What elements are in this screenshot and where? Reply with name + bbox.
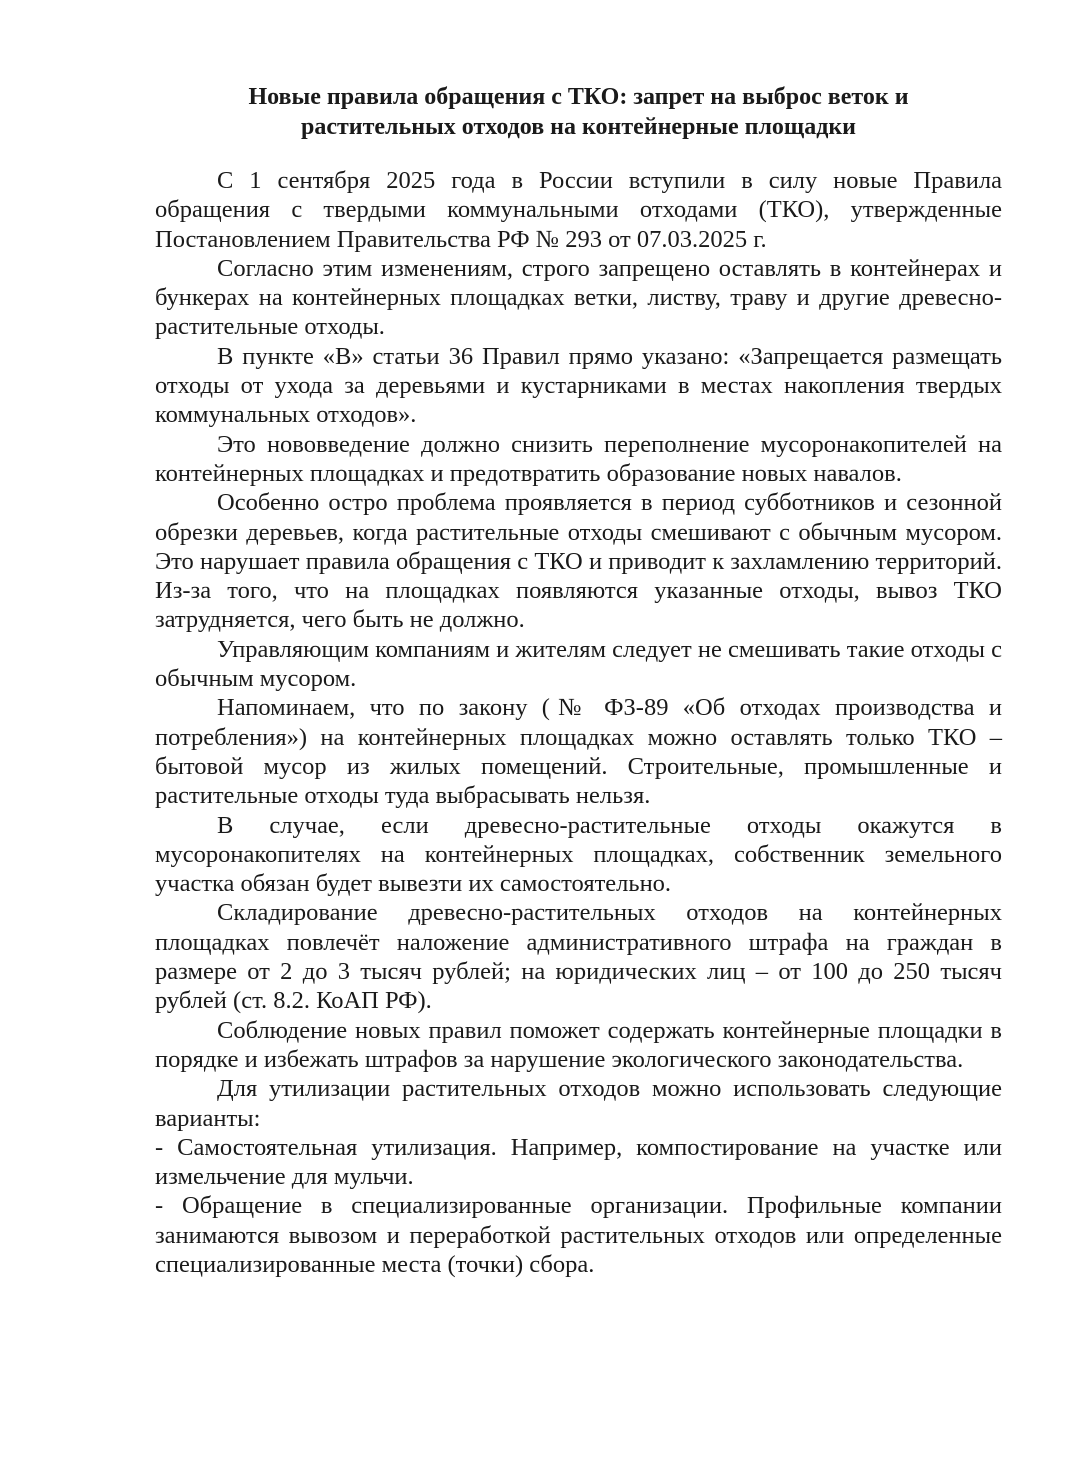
paragraph-recommendation: Управляющим компаниям и жителям следует не смешивать такие отходы с обычным мусором. — [155, 635, 1003, 693]
document-title — [155, 82, 1002, 142]
title-line-1: Новые правила обращения с ТКО: запрет на выброс веток и — [248, 84, 909, 110]
paragraph-disposal-options: Для утилизации растительных отходов можно использовать следующие варианты: — [155, 1075, 1002, 1132]
paragraph-effective-date: С 1 сентября 2025 года в России вступили в силу новые Правила обращения с твердыми коммунальными отходами (ТКО), утвержденные Постановлением Правительства РФ № 293 от 07.03.2025 г. — [155, 167, 1002, 253]
title-line-2: растительных отходов на контейнерные площадки — [301, 114, 856, 140]
paragraph-problem: Особенно остро проблема проявляется в период субботников и сезонной обрезки деревьев, когда растительные отходы смешивают с обычным мусором. Это нарушает правила обращения с ТКО и приводит к захламлению территорий. Из-за того, что на площадках появляются указанные отходы, вывоз ТКО затрудняется, чего быть не должно. — [155, 489, 1002, 634]
document-page — [155, 82, 1002, 1279]
document-body — [155, 166, 1002, 1279]
paragraph-law-reminder: Напоминаем, что по закону (№ ФЗ-89 «Об отходах производства и потребления») на контейнерных площадках можно оставлять только ТКО – бытовой мусор из жилых помещений. Строительные, промышленные и растительные отходы туда выбрасывать нельзя. — [155, 694, 1002, 810]
paragraph-compliance: Соблюдение новых правил поможет содержать контейнерные площадки в порядке и избежать штрафов за нарушение экологического законодательства. — [155, 1016, 1002, 1073]
paragraph-fines: Складирование древесно-растительных отходов на контейнерных площадках повлечёт наложение административного штрафа на граждан в размере от 2 до 3 тысяч рублей; на юридических лиц – от 100 до 250 тысяч рублей (ст. 8.2. КоАП РФ). — [155, 899, 1002, 1015]
list-item-organizations: - Обращение в специализированные организации. Профильные компании занимаются вывозом и переработкой растительных отходов или определенные специализированные места (точки) сбора. — [155, 1192, 1002, 1278]
paragraph-purpose: Это нововведение должно снизить переполнение мусоронакопителей на контейнерных площадках и предотвратить образование новых навалов. — [155, 430, 1002, 487]
paragraph-prohibition: Согласно этим изменениям, строго запрещено оставлять в контейнерах и бункерах на контейнерных площадках ветки, листву, траву и другие древесно-растительные отходы. — [155, 254, 1002, 341]
paragraph-owner-duty: В случае, если древесно-растительные отходы окажутся в мусоронакопителях на контейнерных площадках, собственник земельного участка обязан будет вывезти их самостоятельно. — [155, 811, 1002, 898]
paragraph-article-36: В пункте «В» статьи 36 Правил прямо указано: «Запрещается размещать отходы от ухода за деревьями и кустарниками в местах накопления твердых коммунальных отходов». — [155, 342, 1002, 429]
list-item-self-disposal: - Самостоятельная утилизация. Например, компостирование на участке или измельчение для мульчи. — [155, 1133, 1002, 1191]
